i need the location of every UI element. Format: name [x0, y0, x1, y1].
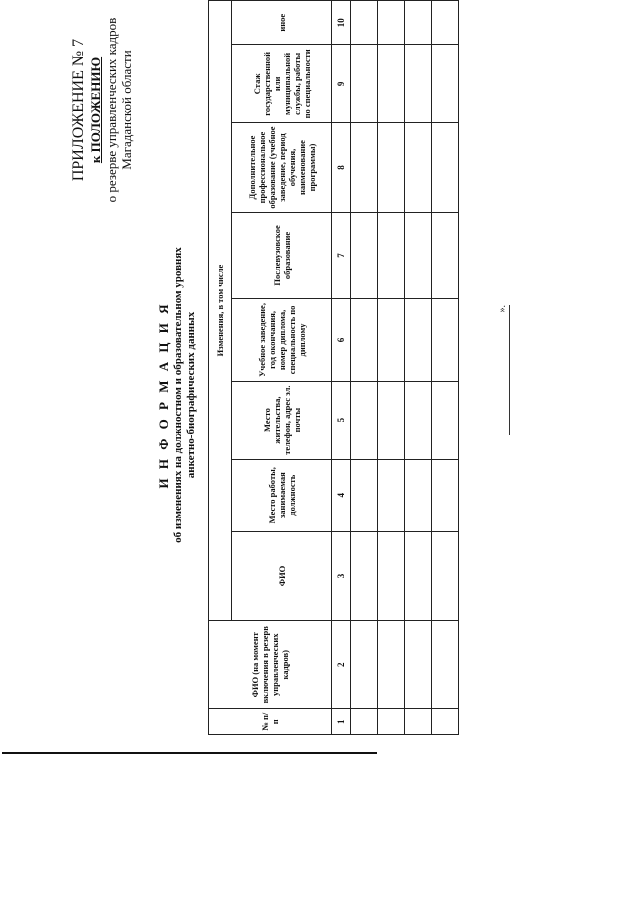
changes-group-header: Изменения, в том числе — [209, 1, 232, 621]
appendix-line2: к ПОЛОЖЕНИЮ — [88, 56, 103, 164]
appendix-title: ПРИЛОЖЕНИЕ № 7 — [70, 38, 87, 182]
sub-header-fio: ФИО — [232, 531, 332, 620]
col-num-4: 4 — [332, 459, 351, 531]
col-fio-header: ФИО (на момент включения в резерв управленческих кадров) — [209, 621, 332, 709]
col-num-9: 9 — [332, 45, 351, 123]
signature-suffix: ». — [497, 305, 508, 313]
sub-header-experience: Стаж государственной или муниципальной службы, работы по специальности — [232, 45, 332, 123]
sub-header-other: иное — [232, 1, 332, 45]
sub-header-postgrad: Послевузовское образование — [232, 212, 332, 298]
heading-title: И Н Ф О Р М А Ц И Я — [156, 301, 171, 489]
col-num-5: 5 — [332, 381, 351, 459]
scan-edge-line — [2, 752, 377, 754]
heading-line2: об изменениях на должностном и образовательном уровнях — [172, 247, 184, 543]
appendix-block — [70, 5, 134, 215]
col-num-10: 10 — [332, 1, 351, 45]
document-heading — [156, 205, 198, 585]
sub-header-education: Учебное заведение, год окончания, номер диплома, специальность по диплому — [232, 299, 332, 382]
table-row — [351, 1, 378, 735]
appendix-line3: о резерве управленческих кадров — [104, 17, 119, 203]
col-number-header: № п/п — [209, 709, 332, 735]
table-row — [432, 1, 459, 735]
table-row — [378, 1, 405, 735]
sub-header-residence: Место жительства, телефон, адрес эл. почты — [232, 381, 332, 459]
col-num-1: 1 — [332, 709, 351, 735]
col-num-2: 2 — [332, 621, 351, 709]
col-num-6: 6 — [332, 299, 351, 382]
info-table — [208, 0, 459, 735]
sub-header-work: Место работы, занимаемая должность — [232, 459, 332, 531]
appendix-line4: Магаданской области — [119, 50, 134, 170]
number-row — [332, 1, 351, 735]
col-num-7: 7 — [332, 212, 351, 298]
table-row — [405, 1, 432, 735]
sub-header-additional: Дополнительное профессиональное образование (учебное заведение, период обучения, наименование программы) — [232, 123, 332, 212]
signature-line — [497, 305, 510, 435]
col-num-3: 3 — [332, 531, 351, 620]
heading-line3: анкетно-биографических данных — [185, 311, 197, 479]
col-num-8: 8 — [332, 123, 351, 212]
